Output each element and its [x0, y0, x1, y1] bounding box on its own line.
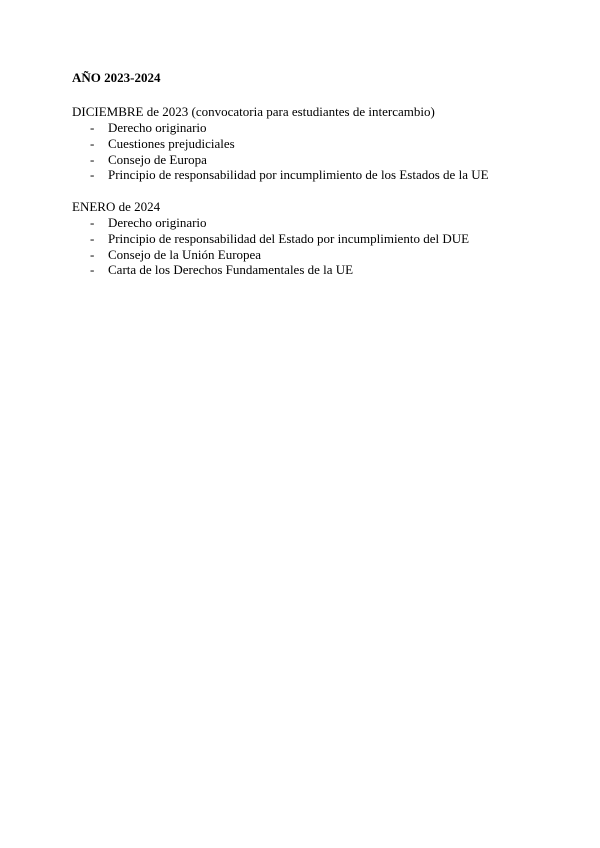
section-heading: ENERO de 2024: [72, 199, 161, 214]
dash-bullet: -: [90, 151, 95, 167]
dash-bullet: -: [90, 262, 95, 278]
list-item: [72, 231, 542, 247]
dash-bullet: -: [90, 230, 95, 246]
list-item-text: Carta de los Derechos Fundamentales de la UE: [108, 262, 354, 278]
list-item-text: Principio de responsabilidad por incumplimiento de los Estados de la UE: [108, 167, 489, 183]
list-item: [72, 262, 542, 278]
list-item-text: Principio de responsabilidad del Estado por incumplimiento del DUE: [108, 230, 470, 246]
dash-bullet: -: [90, 167, 95, 183]
exam-session-december-2023: [72, 104, 542, 183]
list-item-text: Consejo de Europa: [108, 151, 207, 167]
section-heading: DICIEMBRE de 2023 (convocatoria para estudiantes de intercambio): [72, 104, 435, 119]
list-item: [72, 152, 542, 168]
list-item-text: Consejo de la Unión Europea: [108, 246, 262, 262]
list-item-text: Derecho originario: [108, 120, 207, 135]
list-item-text: Cuestiones prejudiciales: [108, 135, 235, 151]
dash-bullet: -: [90, 246, 95, 262]
topic-list: [72, 120, 542, 183]
document-title: AÑO 2023-2024: [72, 70, 161, 85]
list-item: [72, 215, 542, 231]
list-item-text: Derecho originario: [108, 215, 207, 230]
dash-bullet: -: [90, 215, 95, 230]
list-item: [72, 120, 542, 136]
exam-session-january-2024: [72, 199, 542, 278]
dash-bullet: -: [90, 120, 95, 135]
list-item: [72, 247, 542, 263]
topic-list: [72, 215, 542, 278]
list-item: [72, 136, 542, 152]
list-item: [72, 167, 542, 183]
dash-bullet: -: [90, 135, 95, 151]
